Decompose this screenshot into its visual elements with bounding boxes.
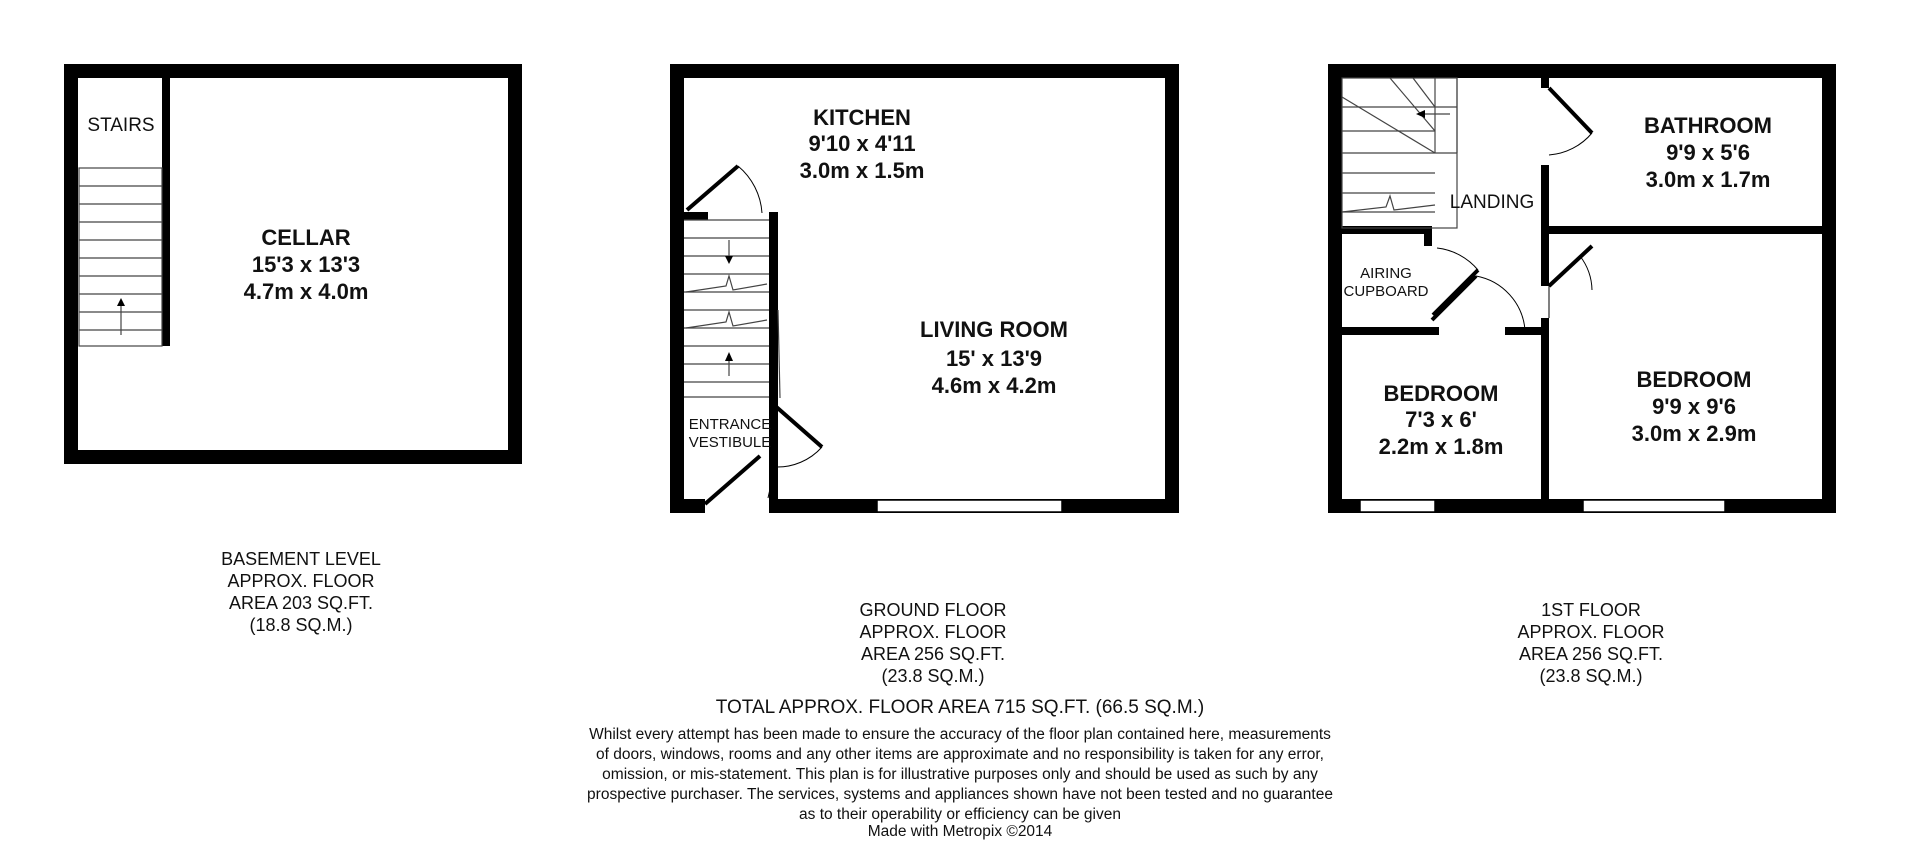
kitchen-imperial: 9'10 x 4'11 [808,131,916,156]
cellar-name: CELLAR [261,225,351,250]
airing-cupboard-line1: AIRING [1360,265,1412,282]
total-floor-area: TOTAL APPROX. FLOOR AREA 715 SQ.FT. (66.5 SQ.M.) [715,697,1205,718]
cellar-imperial: 15'3 x 13'3 [251,252,361,277]
first-floor-plan [1328,64,1836,513]
living-room-imperial: 15' x 13'9 [945,346,1043,371]
disclaimer-line: as to their operability or efficiency can be given [799,806,1121,823]
basement-level-caption [186,548,416,636]
caption-line: AREA 256 SQ.FT. [1518,644,1664,664]
bedroom-large-metric: 3.0m x 2.9m [1631,421,1757,446]
disclaimer [560,725,1360,825]
stairs-label: STAIRS [87,115,155,136]
caption-line: (23.8 SQ.M.) [881,666,985,686]
living-room-metric: 4.6m x 4.2m [931,373,1057,398]
disclaimer-line: prospective purchaser. The services, systems and appliances shown have not been tested and no guarantee [587,786,1333,803]
caption-line: BASEMENT LEVEL [221,549,381,569]
disclaimer-line: omission, or mis-statement. This plan is for illustrative purposes only and should be used as such by any [602,766,1318,783]
entrance-label-line2: VESTIBULE [688,434,772,451]
kitchen-door [687,166,762,213]
cellar-metric: 4.7m x 4.0m [243,279,369,304]
caption-line: APPROX. FLOOR [1517,622,1665,642]
entrance-label-line1: ENTRANCE [688,416,772,433]
caption-line: AREA 256 SQ.FT. [860,644,1006,664]
caption-line: 1ST FLOOR [1541,600,1641,620]
landing-label: LANDING [1449,192,1535,213]
caption-line: (18.8 SQ.M.) [249,615,353,635]
ground-floor-caption [818,599,1048,687]
bathroom-imperial: 9'9 x 5'6 [1666,140,1750,165]
airing-cupboard-line2: CUPBOARD [1343,283,1429,300]
caption-line: APPROX. FLOOR [227,571,375,591]
caption-line: GROUND FLOOR [859,600,1007,620]
basement-plan [71,71,515,457]
stair-partition-wall [162,71,170,346]
ground-floor-plan [670,64,1179,513]
caption-line: (23.8 SQ.M.) [1539,666,1643,686]
bathroom-metric: 3.0m x 1.7m [1645,167,1771,192]
bedroom-small-imperial: 7'3 x 6' [1405,407,1477,432]
bedroom-small-name: BEDROOM [1383,381,1499,406]
caption-line: APPROX. FLOOR [859,622,1007,642]
metropix-credit: Made with Metropix ©2014 [867,823,1053,840]
living-room-name: LIVING ROOM [920,317,1068,342]
bedroom-large-name: BEDROOM [1636,367,1752,392]
kitchen-name: KITCHEN [813,105,911,130]
first-floor-caption [1476,599,1706,687]
first-floor-window-left [1360,500,1435,512]
caption-line: AREA 203 SQ.FT. [228,593,374,613]
basement-staircase [79,168,162,346]
ground-floor-window [877,500,1062,512]
disclaimer-line: of doors, windows, rooms and any other items are approximate and no responsibility is taken for any error, [595,746,1324,763]
bathroom-name: BATHROOM [1644,113,1772,138]
kitchen-metric: 3.0m x 1.5m [799,158,925,183]
bedroom-large-imperial: 9'9 x 9'6 [1652,394,1736,419]
first-floor-staircase [1342,78,1457,228]
bedroom-small-metric: 2.2m x 1.8m [1378,434,1504,459]
disclaimer-line: Whilst every attempt has been made to ensure the accuracy of the floor plan contained here, measurements [589,726,1331,743]
ground-floor-staircase [684,220,780,398]
first-floor-window-right [1583,500,1725,512]
